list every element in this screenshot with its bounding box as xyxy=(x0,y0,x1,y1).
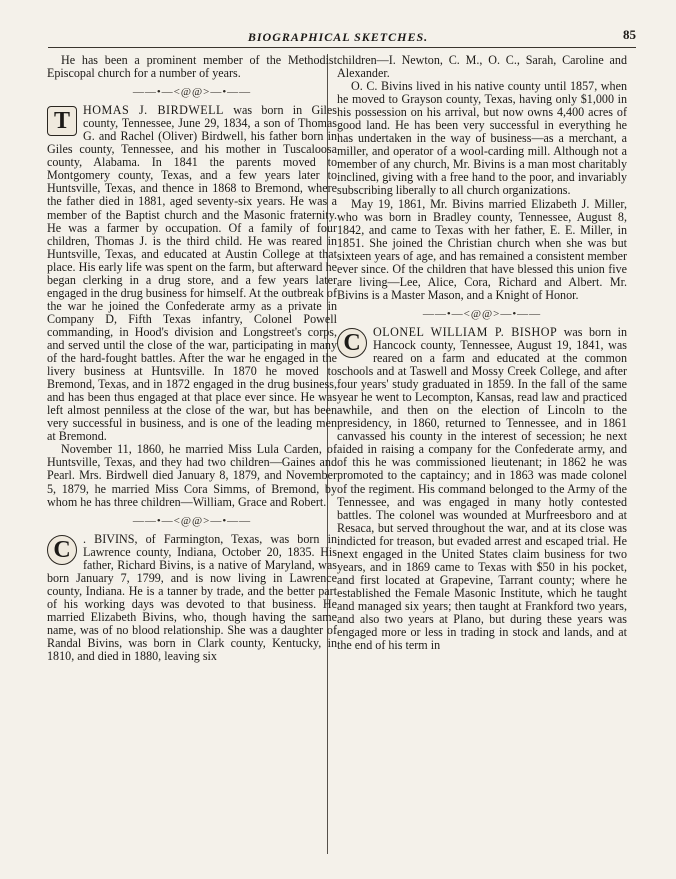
bishop-sketch xyxy=(337,326,627,652)
left-column xyxy=(47,54,337,663)
birdwell-text-1: was born in Giles county, Tennessee, June 29, 1834, a son of Thomas G. and Rachel (Oliver) Birdwell, his father born in Giles county, Tennessee, and his mother in Tuscaloosa county, Alabama. In 1841 the parents moved to Montgomery county, Texas, and a few years later to Huntsville, Texas, and thence in 1868 to Bremond, where the father died in 1881, aged seventy-six years. He was a member of the Baptist church and the Masonic fraternity. He was a farmer by occupation. Of a family of four children, Thomas J. is the third child. He was reared in Huntsville, Texas, and educated at Austin College at that place. His early life was spent on the farm, but afterward he began clerking in a drug store, and a few years later engaged in the drug business for himself. At the outbreak of the war he joined the Confederate army as a private in Company D, Fifth Texas infantry, Colonel Powell commanding, in Hood's division and Longstreet's corps, and served until the close of the war, participating in many of the hard-fought battles. After the war he engaged in the livery business at Huntsville. In 1870 he moved to Bremond, Texas, and in 1872 engaged in the drug business, and has been thus engaged at that place ever since. He was left almost penniless at the close of the war, but has been very successful in business, and is one of the leading men at Bremond. xyxy=(47,103,337,444)
section-ornament: ——•—<@@>—•—— xyxy=(132,86,252,99)
section-ornament: ——•—<@@>—•—— xyxy=(132,514,252,527)
bishop-text-1: was born in Hancock county, Tennessee, August 19, 1841, was reared on a farm and educated at the common schools and at Taswell and Mossy Creek College, and after four years' study graduated in 1859. In the fall of the same year he went to Lecompton, Kansas, read law and practiced awhile, and then on the election of Lincoln to the presidency, in 1860, returned to Tennessee, and in 1861 canvassed his county in the interest of secession; he next aided in raising a company for the Confederate army, and of this he was commissioned lieutenant; in 1862 he was promoted to the captaincy; and in 1863 was made colonel of the regiment. His command belonged to the Army of the Tennessee, and was engaged in many hotly contested battles. The colonel was wounded at Murfreesboro and at Resaca, but served throughout the war, and at its close was indicted for treason, but evaded arrest and escaped trial. He next engaged in the United States claim business for two years, and in 1869 came to Texas with $50 in his pocket, and first located at Grapevine, Tarrant county; where he established the Female Masonic Institute, which he taught and managed six years; then taught at Frankford two years, and also two years at Plano, but during these years was engaged more or less in trading in stock and lands, and at the end of his term in xyxy=(337,324,627,653)
intro-paragraph: He has been a prominent member of the Methodist Episcopal church for a number of years. xyxy=(47,53,337,81)
header-rule xyxy=(48,47,636,48)
bivins-continued-1: children—I. Newton, C. M., O. C., Sarah, Caroline and Alexander. xyxy=(337,53,627,81)
birdwell-paragraph-2: November 11, 1860, he married Miss Lula Carden, of Huntsville, Texas, and they had two children—Gaines and Pearl. Mrs. Birdwell died January 8, 1879, and November 5, 1879, he married Miss Cora Simms, of Bremond, by whom he has three children—William, Grace and Robert. xyxy=(47,442,337,509)
bishop-name: OLONEL WILLIAM P. BISHOP xyxy=(373,324,558,339)
bishop-paragraph-1 xyxy=(337,326,627,652)
bivins-continued-2: O. C. Bivins lived in his native county until 1857, when he moved to Grayson county, Texas, having only $1,000 in his possession on his arrival, but now owns 4,400 acres of good land. He has been very successful in everything he has undertaken in the way of business—as a merchant, a miller, and operator of a wool-carding mill. Although not a member of any church, Mr. Bivins is a man most charitably inclined, giving with a free hand to the poor, and invariably subscribing liberally to all church organizations. xyxy=(337,79,627,198)
drop-cap-c: C xyxy=(47,535,77,565)
page-number: 85 xyxy=(623,27,636,42)
bivins-text-1: . BIVINS, of Farmington, Texas, was born in Lawrence county, Indiana, October 20, 1835. His father, Richard Bivins, is a native of Maryland, was born January 7, 1799, and is now living in Lawrence county, Indiana. He is a tanner by trade, and the better part of his working days was devoted to that business. He married Elizabeth Bivins, who, though having the same name, was of no blood relationship. She was a daughter of Randal Bivins, was born in Clark county, Kentucky, in 1810, and died in 1880, leaving six xyxy=(47,531,337,664)
right-column xyxy=(337,54,627,652)
birdwell-sketch xyxy=(47,104,337,508)
drop-cap-c: C xyxy=(337,328,367,358)
running-header: BIOGRAPHICAL SKETCHES. xyxy=(247,30,429,44)
birdwell-name: HOMAS J. BIRDWELL xyxy=(83,103,224,118)
birdwell-paragraph-1 xyxy=(47,104,337,443)
drop-cap-t: T xyxy=(47,106,77,136)
bivins-sketch xyxy=(47,533,337,663)
bivins-paragraph-1 xyxy=(47,533,337,663)
section-ornament: ——•—<@@>—•—— xyxy=(422,307,542,320)
bivins-continued-3: May 19, 1861, Mr. Bivins married Elizabeth J. Miller, who was born in Bradley county, Tennessee, August 8, 1842, and came to Texas with her father, E. E. Miller, in 1851. She joined the Christian church when she was but sixteen years of age, and has remained a consistent member ever since. Of the children that have blessed this union five are living—Lee, Alice, Cora, Richard and Albert. Mr. Bivins is a Master Mason, and a Knight of Honor. xyxy=(337,196,627,302)
